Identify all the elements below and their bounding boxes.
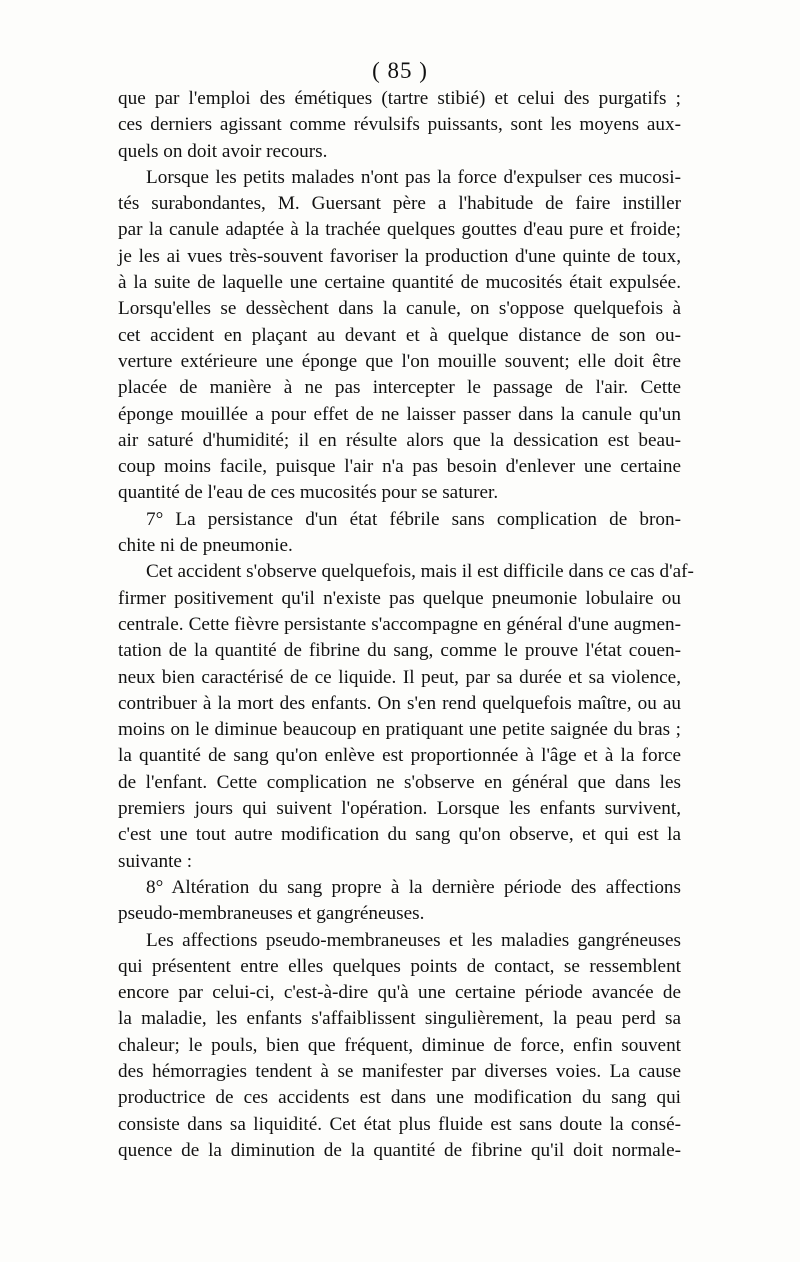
text-line: la maladie, les enfants s'affaiblissent singulièrement, la peau perd sa xyxy=(118,1008,681,1030)
text-line: centrale. Cette fièvre persistante s'accompagne en général d'une augmen- xyxy=(118,613,681,635)
text-line: Les affections pseudo-membraneuses et les maladies gangréneuses xyxy=(146,929,681,951)
text-line: chite ni de pneumonie. xyxy=(118,535,293,557)
page-number: ( 85 ) xyxy=(372,58,428,83)
text-line: 8° Altération du sang propre à la dernière période des affections xyxy=(146,876,681,898)
text-line: suivante : xyxy=(118,850,193,872)
text-line: placée de manière à ne pas intercepter le passage de l'air. Cette xyxy=(118,377,681,399)
body-text xyxy=(118,86,694,1164)
text-line: Cet accident s'observe quelquefois, mais il est difficile dans ce cas d'af- xyxy=(146,561,694,583)
text-line: quantité de l'eau de ces mucosités pour se saturer. xyxy=(118,482,499,504)
text-line: tés surabondantes, M. Guersant père a l'habitude de faire instiller xyxy=(118,193,681,215)
text-line: par la canule adaptée à la trachée quelques gouttes d'eau pure et froide; xyxy=(118,219,681,241)
text-line: firmer positivement qu'il n'existe pas quelque pneumonie lobulaire ou xyxy=(118,587,681,609)
text-line: ces derniers agissant comme révulsifs puissants, sont les moyens aux- xyxy=(118,114,681,136)
text-line: premiers jours qui suivent l'opération. Lorsque les enfants survivent, xyxy=(118,798,681,820)
text-line: contribuer à la mort des enfants. On s'en rend quelquefois maître, ou au xyxy=(118,692,681,714)
text-line: quels on doit avoir recours. xyxy=(118,140,328,162)
text-line: air saturé d'humidité; il en résulte alors que la dessication est beau- xyxy=(118,429,681,451)
text-line: neux bien caractérisé de ce liquide. Il peut, par sa durée et sa violence, xyxy=(118,666,681,688)
text-line: que par l'emploi des émétiques (tartre stibié) et celui des purgatifs ; xyxy=(118,88,681,109)
text-line: tation de la quantité de fibrine du sang, comme le prouve l'état couen- xyxy=(118,640,681,662)
text-line: éponge mouillée a pour effet de ne laisser passer dans la canule qu'un xyxy=(118,403,681,425)
text-line: la quantité de sang qu'on enlève est proportionnée à l'âge et à la force xyxy=(118,745,681,767)
text-line: Lorsque les petits malades n'ont pas la force d'expulser ces mucosi- xyxy=(146,166,681,188)
text-line: à la suite de laquelle une certaine quantité de mucosités était expulsée. xyxy=(118,272,681,294)
text-line: Lorsqu'elles se dessèchent dans la canule, on s'oppose quelquefois à xyxy=(118,298,681,320)
text-line: moins on le diminue beaucoup en pratiquant une petite saignée du bras ; xyxy=(118,719,681,741)
text-line: encore par celui-ci, c'est-à-dire qu'à une certaine période avancée de xyxy=(118,982,681,1004)
text-line: c'est une tout autre modification du sang qu'on observe, et qui est la xyxy=(118,824,681,846)
text-line: cet accident en plaçant au devant et à quelque distance de son ou- xyxy=(118,324,681,346)
text-line: coup moins facile, puisque l'air n'a pas besoin d'enlever une certaine xyxy=(118,456,681,478)
text-line: qui présentent entre elles quelques points de contact, se ressemblent xyxy=(118,955,681,977)
text-line: quence de la diminution de la quantité de fibrine qu'il doit normale- xyxy=(118,1139,681,1161)
text-line: de l'enfant. Cette complication ne s'observe en général que dans les xyxy=(118,771,681,793)
text-line: je les ai vues très-souvent favoriser la production d'une quinte de toux, xyxy=(118,245,681,267)
text-line: des hémorragies tendent à se manifester par diverses voies. La cause xyxy=(118,1060,681,1082)
text-line: chaleur; le pouls, bien que fréquent, diminue de force, enfin souvent xyxy=(118,1034,681,1056)
text-line: 7° La persistance d'un état fébrile sans complication de bron- xyxy=(146,508,681,530)
text-line: pseudo-membraneuses et gangréneuses. xyxy=(118,903,425,925)
text-line: productrice de ces accidents est dans une modification du sang qui xyxy=(118,1087,681,1109)
text-line: consiste dans sa liquidité. Cet état plus fluide est sans doute la consé- xyxy=(118,1113,681,1135)
text-line: verture extérieure une éponge que l'on mouille souvent; elle doit être xyxy=(118,350,681,372)
